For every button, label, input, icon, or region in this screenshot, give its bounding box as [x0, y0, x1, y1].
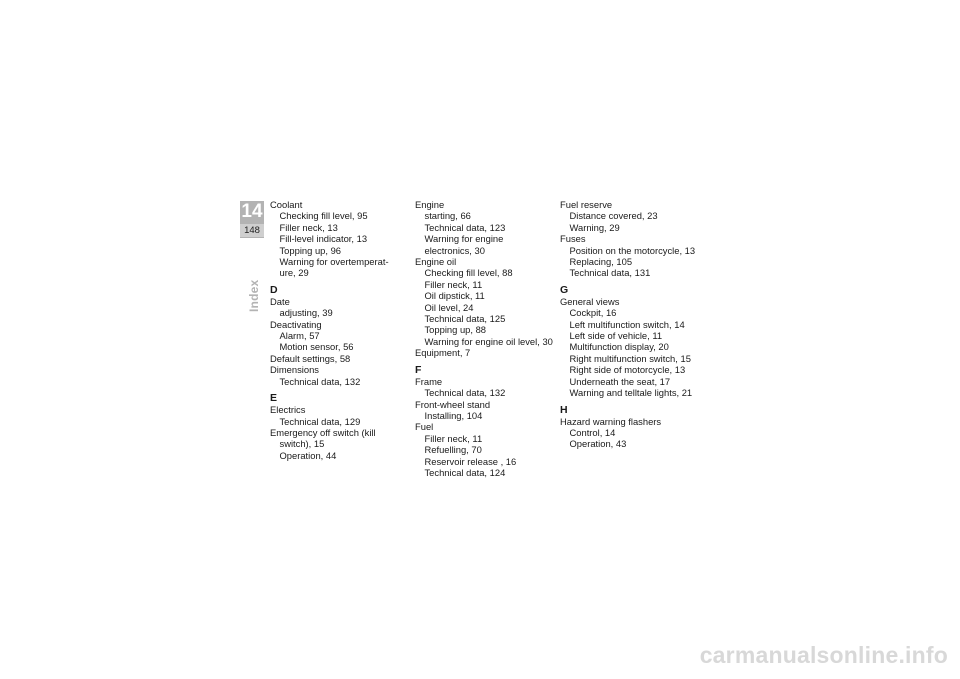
index-entry: Default settings, 58 — [270, 352, 351, 364]
index-entry: General views — [560, 295, 620, 307]
index-subentry: Technical data, 132 — [424, 387, 506, 399]
chapter-number: 14 — [241, 201, 263, 222]
index-entry: Engine oil — [415, 256, 457, 268]
index-subentry: Position on the motorcycle, 13 — [569, 244, 696, 256]
index-subentry: Filler neck, 11 — [424, 432, 483, 444]
index-subentry: Warning for engine oil level, 30 — [424, 335, 553, 347]
letter-heading: E — [270, 392, 278, 405]
index-entry: Front-wheel stand — [415, 398, 491, 410]
index-subentry: Technical data, 125 — [424, 313, 506, 325]
letter-heading: F — [415, 363, 422, 376]
index-entry: Date — [270, 295, 290, 307]
index-column-3 — [560, 199, 700, 450]
index-subentry: Filler neck, 11 — [424, 278, 483, 290]
index-subentry: Technical data, 131 — [569, 267, 651, 279]
index-subentry: Checking fill level, 88 — [424, 267, 513, 279]
index-subentry: Warning for overtemperat- — [279, 256, 389, 268]
index-subentry: Installing, 104 — [424, 409, 483, 421]
index-subentry: Multifunction display, 20 — [569, 341, 669, 353]
watermark: carmanualsonline.info — [699, 642, 948, 668]
index-column-2 — [415, 199, 555, 478]
section-label: Index — [247, 279, 261, 312]
index-subentry: Alarm, 57 — [279, 330, 320, 342]
index-subentry: adjusting, 39 — [279, 307, 333, 319]
index-subentry: Technical data, 129 — [279, 415, 361, 427]
index-entry: Emergency off switch (kill — [270, 426, 376, 438]
index-subentry: Operation, 43 — [569, 438, 627, 450]
chapter-tab — [240, 201, 264, 238]
index-subentry: Oil dipstick, 11 — [424, 290, 485, 302]
index-subentry: Operation, 44 — [279, 449, 337, 461]
index-subentry: Checking fill level, 95 — [279, 210, 368, 222]
index-subentry: Replacing, 105 — [569, 256, 633, 268]
index-subentry: Control, 14 — [569, 426, 616, 438]
index-entry: Deactivating — [270, 318, 322, 330]
index-entry: Frame — [415, 375, 443, 387]
index-entry: Fuses — [560, 233, 586, 245]
index-subentry: Warning, 29 — [569, 221, 620, 233]
letter-heading: D — [270, 283, 278, 296]
index-subentry: Cockpit, 16 — [569, 307, 617, 319]
index-subentry: Technical data, 132 — [279, 375, 361, 387]
index-continuation: switch), 15 — [279, 438, 325, 450]
index-subentry: Topping up, 88 — [424, 324, 487, 336]
index-continuation: electronics, 30 — [424, 244, 485, 256]
index-entry: Fuel reserve — [560, 199, 613, 210]
index-entry: Equipment, 7 — [415, 347, 471, 359]
index-subentry: Technical data, 124 — [424, 466, 506, 478]
index-entry: Coolant — [270, 199, 303, 210]
index-subentry: Underneath the seat, 17 — [569, 375, 671, 387]
index-subentry: Left multifunction switch, 14 — [569, 318, 685, 330]
index-entry: Dimensions — [270, 364, 319, 376]
index-entry: Electrics — [270, 404, 306, 416]
index-subentry: Filler neck, 13 — [279, 221, 338, 233]
index-continuation: ure, 29 — [279, 267, 309, 279]
index-subentry: Warning and telltale lights, 21 — [569, 387, 693, 399]
index-subentry: Warning for engine — [424, 233, 504, 245]
index-subentry: Fill-level indicator, 13 — [279, 233, 368, 245]
index-subentry: Left side of vehicle, 11 — [569, 330, 663, 342]
index-subentry: Right side of motorcycle, 13 — [569, 364, 686, 376]
index-subentry: Reservoir release , 16 — [424, 455, 517, 467]
index-subentry: Technical data, 123 — [424, 221, 506, 233]
index-subentry: Topping up, 96 — [279, 244, 342, 256]
index-subentry: starting, 66 — [424, 210, 471, 222]
index-subentry: Motion sensor, 56 — [279, 341, 354, 353]
index-subentry: Refuelling, 70 — [424, 444, 482, 456]
index-entry: Fuel — [415, 421, 434, 433]
index-subentry: Distance covered, 23 — [569, 210, 658, 222]
index-subentry: Oil level, 24 — [424, 301, 474, 313]
index-entry: Engine — [415, 199, 445, 210]
page-number: 148 — [240, 224, 264, 237]
index-column-1 — [270, 199, 410, 461]
letter-heading: G — [560, 283, 569, 296]
index-subentry: Right multifunction switch, 15 — [569, 352, 691, 364]
letter-heading: H — [560, 403, 568, 416]
index-entry: Hazard warning flashers — [560, 415, 662, 427]
